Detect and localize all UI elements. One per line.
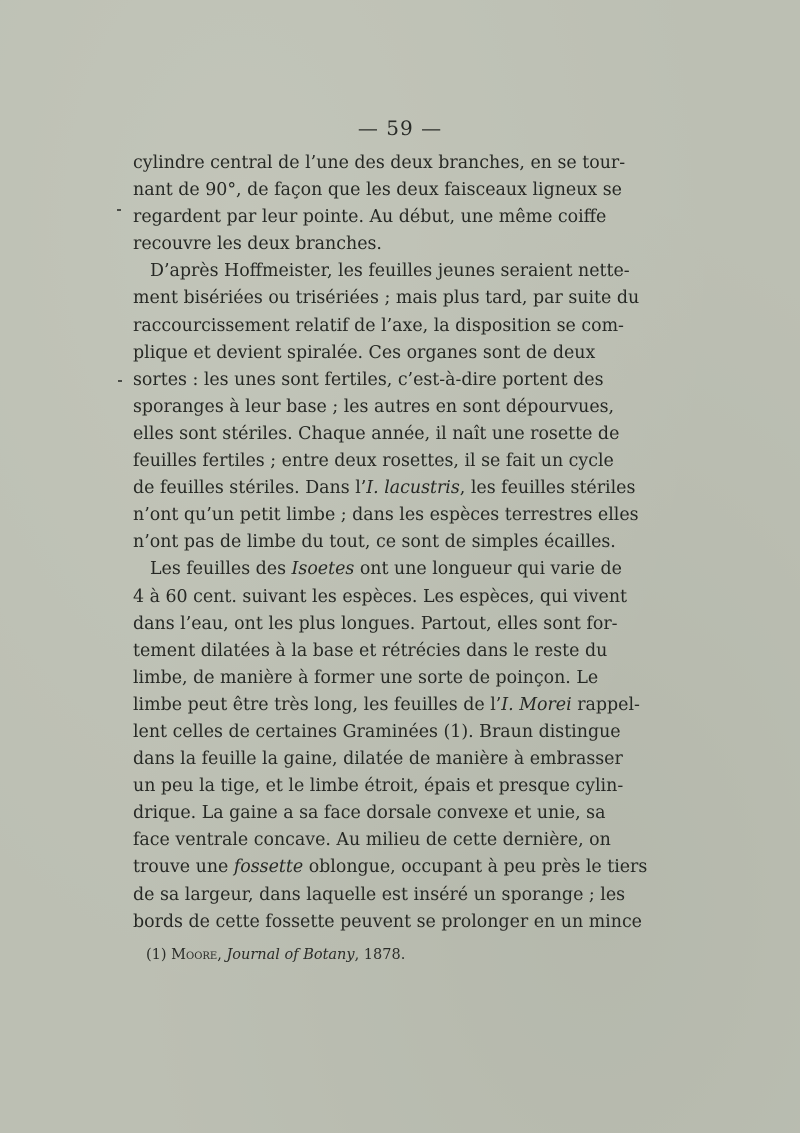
text-segment: ont une longueur qui varie de	[354, 559, 622, 580]
footnote-journal: Journal of Botany	[226, 947, 355, 963]
text-segment: rappel-	[571, 694, 640, 715]
text-line: lent celles de certaines Graminées (1). Braun distingue	[133, 721, 621, 742]
text-line: dans l’eau, ont les plus longues. Partout, elles sont for-	[133, 613, 618, 634]
text-line: sporanges à leur base ; les autres en sont dépourvues,	[133, 396, 615, 417]
text-line: raccourcissement relatif de l’axe, la disposition se com-	[133, 315, 624, 336]
text-line: cylindre central de l’une des deux branches, en se tour-	[133, 153, 626, 173]
text-segment: Les feuilles des	[150, 559, 292, 580]
text-line: un peu la tige, et le limbe étroit, épais et presque cylin-	[133, 776, 624, 797]
page-number-header: — 59 —	[357, 116, 443, 140]
text-line: dans la feuille la gaine, dilatée de manière à embrasser	[133, 749, 623, 770]
italic-term: Isoetes	[291, 559, 355, 580]
text-line: bords de cette fossette peuvent se prolonger en un mince	[133, 911, 642, 932]
text-line	[133, 854, 648, 881]
text-line: n’ont pas de limbe du tout, ce sont de simples écailles.	[133, 532, 616, 553]
margin-speck	[117, 209, 121, 211]
text-line	[133, 556, 622, 583]
text-segment: , les feuilles stériles	[459, 478, 636, 499]
text-line: elles sont stériles. Chaque année, il naît une rosette de	[133, 423, 620, 444]
footnote: (1) Moore, Journal of Botany, 1878.	[146, 947, 406, 963]
text-segment: trouve une	[133, 857, 234, 878]
footnote-year: , 1878.	[354, 947, 406, 963]
text-segment: limbe peut être très long, les feuilles de l’	[133, 694, 502, 715]
text-line: nant de 90°, de façon que les deux faisceaux ligneux se	[133, 180, 622, 201]
text-line: feuilles fertiles ; entre deux rosettes, il se fait un cycle	[133, 451, 614, 472]
italic-term: fossette	[233, 857, 304, 878]
text-line	[133, 475, 636, 502]
text-line: regardent par leur pointe. Au début, une même coiffe	[133, 207, 607, 228]
footnote-author: Moore	[171, 947, 218, 963]
footnote-mark: (1)	[146, 947, 167, 963]
text-line: D’après Hoffmeister, les feuilles jeunes seraient nette-	[150, 261, 630, 282]
text-line: face ventrale concave. Au milieu de cette dernière, on	[133, 830, 611, 851]
text-line: recouvre les deux branches.	[133, 234, 382, 255]
text-line	[133, 692, 640, 719]
italic-term: I. lacustris	[366, 478, 460, 499]
text-line: drique. La gaine a sa face dorsale convexe et unie, sa	[133, 803, 606, 824]
italic-term: I. Morei	[501, 694, 572, 715]
text-line: tement dilatées à la base et rétrécies dans le reste du	[133, 640, 608, 661]
text-line: de sa largeur, dans laquelle est inséré un sporange ; les	[133, 884, 626, 905]
text-line: limbe, de manière à former une sorte de poinçon. Le	[133, 667, 599, 688]
text-segment: oblongue, occupant à peu près le tiers	[303, 857, 648, 878]
margin-speck	[118, 380, 122, 382]
text-line: 4 à 60 cent. suivant les espèces. Les espèces, qui vivent	[133, 586, 628, 607]
text-segment: de feuilles stériles. Dans l’	[133, 478, 367, 499]
text-line: ment bisériées ou trisériées ; mais plus tard, par suite du	[133, 288, 640, 309]
text-line: plique et devient spiralée. Ces organes sont de deux	[133, 342, 596, 363]
text-line: n’ont qu’un petit limbe ; dans les espèces terrestres elles	[133, 505, 639, 526]
body-text	[133, 150, 648, 936]
text-line: sortes : les unes sont fertiles, c’est-à-dire portent des	[133, 369, 604, 390]
